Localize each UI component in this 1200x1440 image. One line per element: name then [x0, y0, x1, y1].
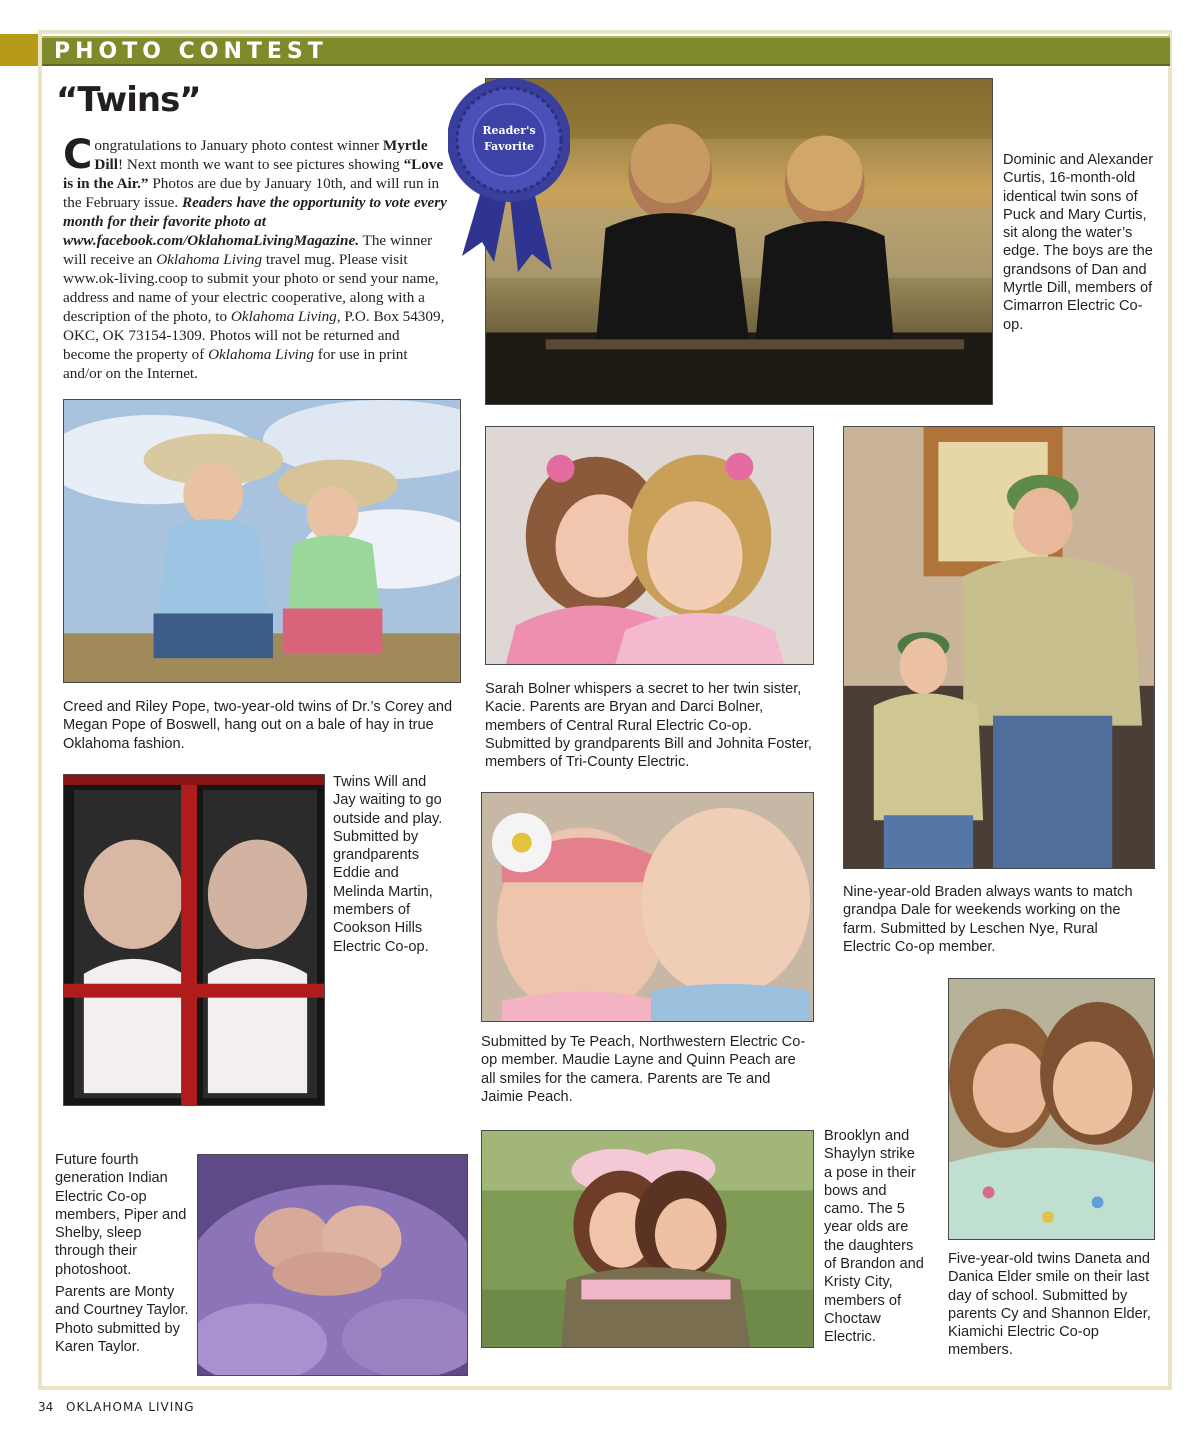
photo-city-twins: [481, 1130, 814, 1348]
next-theme: “Love is in the Air.”: [63, 156, 444, 192]
section-header-band: [42, 36, 1170, 66]
section-title: PHOTO CONTEST: [54, 39, 328, 64]
caption-will-jay: Twins Will and Jay waiting to go outside and play. Submitted by grandparents Eddie and Melinda Martin, members of Cookson Hills Electric Co-op.: [333, 774, 443, 955]
photo-pope-twins: [63, 399, 461, 683]
caption-bolner: Sarah Bolner whispers a secret to her twin sister, Kacie. Parents are Bryan and Darci Bolner, members of Central Rural Electric Co-op. Submitted by grandparents Bill and Johnita Foster, members of Tri-County Electric.: [485, 681, 812, 771]
photo-peach-babies: [481, 792, 814, 1022]
caption-braden: Nine-year-old Braden always wants to match grandpa Dale for weekends working on the farm. Submitted by Leschen Nye, Rural Electric Co-op member.: [843, 884, 1133, 955]
winner-name: Myrtle Dill: [94, 137, 428, 173]
caption-elder: Five-year-old twins Daneta and Danica Elder smile on their last day of school. Submitted by parents Cy and Shannon Elder, Kiamichi Electric Co-op members.: [948, 1251, 1151, 1359]
caption-taylor-2: Parents are Monty and Courtney Taylor. Photo submitted by Karen Taylor.: [55, 1284, 189, 1355]
photo-bolner-twins: [485, 426, 814, 665]
photo-will-jay-twins: [63, 774, 325, 1106]
page-title: “Twins”: [56, 80, 201, 120]
drop-cap: C: [63, 132, 93, 178]
ribbon-line-2: Favorite: [483, 140, 535, 153]
caption-city: Brooklyn and Shaylyn strike a pose in their bows and camo. The 5 year olds are the daughters of Brandon and Kristy City, members of Choctaw Electric.: [824, 1128, 924, 1346]
intro-paragraph: Congratulations to January photo contest winner Myrtle Dill! Next month we want to see pictures showing “Love is in the Air.” Photos are due by January 10th, and will run in the February issue. Readers have the opportunity to vote every month for their favorite photo at www.facebook.com/OklahomaLivingMagazine. The winner will receive an Oklahoma Living travel mug. Please visit www.ok-living.coop to submit your photo or send your name, address and name of your electric cooperative, along with a description of the photo, to Oklahoma Living, P.O. Box 54309, OKC, OK 73154-1309. Photos will not be returned and become the property of Oklahoma Living for use in print and/or on the Internet.: [63, 132, 447, 382]
caption-pope: Creed and Riley Pope, two-year-old twins of Dr.’s Corey and Megan Pope of Boswell, hang out on a bale of hay in true Oklahoma fashion.: [63, 699, 453, 752]
caption-taylor-1: Future fourth generation Indian Electric Co-op members, Piper and Shelby, sleep through their photoshoot.: [55, 1152, 187, 1278]
readers-favorite-ribbon: [448, 74, 570, 274]
vote-note: Readers have the opportunity to vote every month for their favorite photo at www.facebook.com/OklahomaLivingMagazine.: [63, 194, 447, 249]
ribbon-line-1: Reader's: [482, 124, 536, 137]
section-tab-accent: [0, 34, 42, 66]
caption-curtis: Dominic and Alexander Curtis, 16-month-old identical twin sons of Puck and Mary Curtis, sit along the water’s edge. The boys are the grandsons of Dan and Myrtle Dill, members of Cimarron Electric Co-op.: [1003, 152, 1154, 333]
photo-elder-twins: [948, 978, 1155, 1240]
publication-name: OKLAHOMA LIVING: [66, 1400, 195, 1414]
photo-taylor-babies: [197, 1154, 468, 1376]
page-number: 34: [38, 1400, 54, 1414]
caption-peach: Submitted by Te Peach, Northwestern Electric Co-op member. Maudie Layne and Quinn Peach are all smiles for the camera. Parents are Te and Jaimie Peach.: [481, 1034, 806, 1105]
photo-braden-grandpa: [843, 426, 1155, 869]
